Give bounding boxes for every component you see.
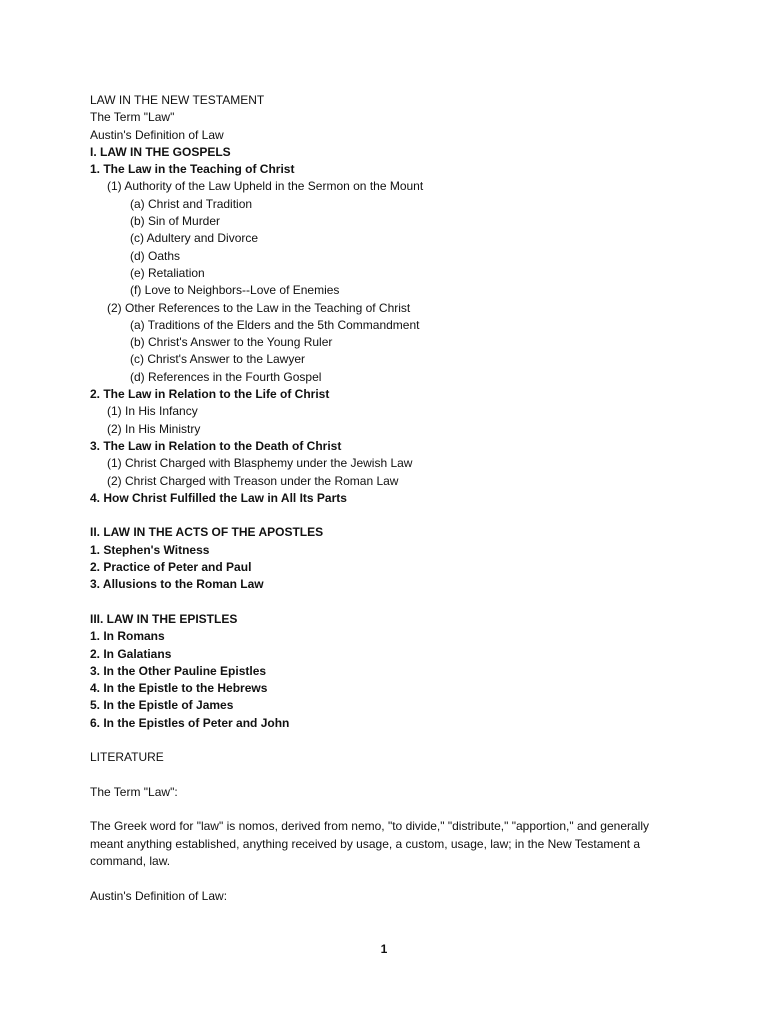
- outline-line: (c) Adultery and Divorce: [130, 231, 259, 246]
- outline-line: 4. In the Epistle to the Hebrews: [90, 681, 268, 696]
- body-paragraph: The Greek word for "law" is nomos, derived from nemo, "to divide," "distribute," "apportion," and generally meant anything established, anything received by usage, a custom, usage, law; in the New Testament a command, law.: [90, 819, 650, 869]
- outline-line: (1) Christ Charged with Blasphemy under the Jewish Law: [107, 456, 413, 471]
- outline-line: (1) Authority of the Law Upheld in the Sermon on the Mount: [107, 179, 424, 194]
- outline-line: (2) In His Ministry: [107, 421, 201, 436]
- outline-line: III. LAW IN THE EPISTLES: [90, 611, 238, 626]
- blank-line: [90, 801, 710, 818]
- outline-line: (a) Traditions of the Elders and the 5th Commandment: [130, 317, 420, 332]
- outline-line: (f) Love to Neighbors--Love of Enemies: [130, 283, 340, 298]
- table-of-contents: [90, 92, 710, 905]
- outline-line: LAW IN THE NEW TESTAMENT: [90, 93, 265, 107]
- outline-line: (b) Christ's Answer to the Young Ruler: [130, 335, 333, 350]
- outline-line: 3. In the Other Pauline Epistles: [90, 663, 267, 678]
- outline-line: 4. How Christ Fulfilled the Law in All Its Parts: [90, 490, 347, 505]
- section-heading: Austin's Definition of Law:: [90, 888, 228, 903]
- outline-line: (2) Christ Charged with Treason under the Roman Law: [107, 473, 399, 488]
- outline-line: (1) In His Infancy: [107, 404, 198, 419]
- outline-line: 6. In the Epistles of Peter and John: [90, 715, 290, 730]
- outline-line: The Term "Law": [90, 110, 175, 125]
- outline-line: 1. The Law in the Teaching of Christ: [90, 162, 295, 177]
- outline-line: 3. The Law in Relation to the Death of Christ: [90, 438, 342, 453]
- outline-line: (b) Sin of Murder: [130, 214, 221, 229]
- outline-line: (c) Christ's Answer to the Lawyer: [130, 352, 306, 367]
- outline-line: LITERATURE: [90, 750, 164, 765]
- outline-line: I. LAW IN THE GOSPELS: [90, 144, 231, 159]
- outline-line: 5. In the Epistle of James: [90, 698, 234, 713]
- blank-line: [90, 594, 710, 611]
- outline-line: (a) Christ and Tradition: [130, 196, 253, 211]
- outline-line: 1. In Romans: [90, 629, 165, 644]
- blank-line: [90, 507, 710, 524]
- outline-line: 2. Practice of Peter and Paul: [90, 560, 252, 575]
- blank-line: [90, 870, 710, 887]
- outline-line: 1. Stephen's Witness: [90, 542, 210, 557]
- outline-line: (d) Oaths: [130, 248, 181, 263]
- page-number: 1: [380, 942, 388, 956]
- blank-line: [90, 767, 710, 784]
- outline-line: Austin's Definition of Law: [90, 127, 224, 142]
- outline-line: The Term "Law":: [90, 784, 178, 799]
- outline-line: (e) Retaliation: [130, 265, 205, 280]
- outline-line: (d) References in the Fourth Gospel: [130, 369, 322, 384]
- blank-line: [90, 732, 710, 749]
- outline-line: (2) Other References to the Law in the Teaching of Christ: [107, 300, 411, 315]
- outline-line: 2. In Galatians: [90, 646, 172, 661]
- outline-line: 3. Allusions to the Roman Law: [90, 577, 264, 592]
- outline-line: 2. The Law in Relation to the Life of Christ: [90, 387, 330, 402]
- outline-line: II. LAW IN THE ACTS OF THE APOSTLES: [90, 525, 324, 540]
